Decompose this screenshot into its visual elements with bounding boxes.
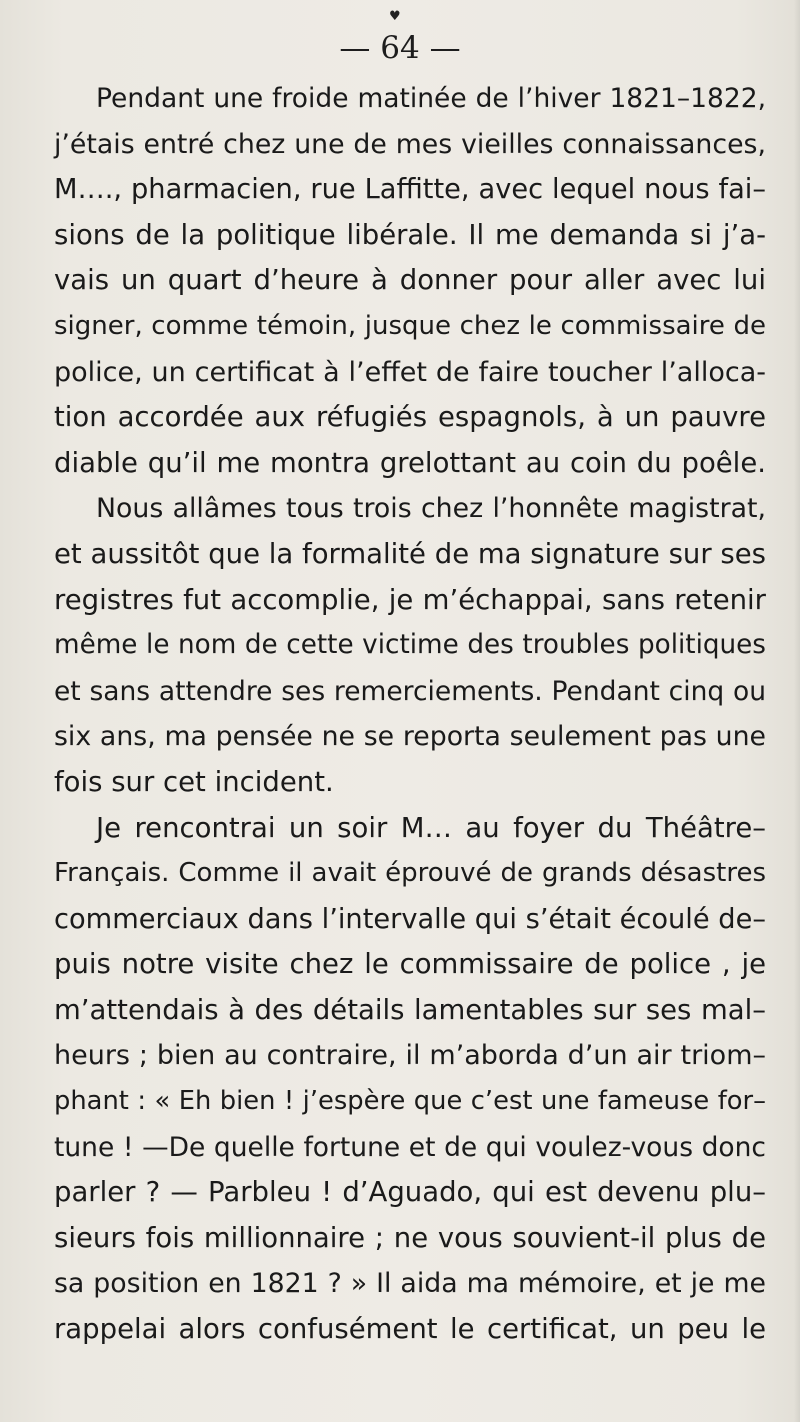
- text-line: Français. Comme il avait éprouvé de grands désastres: [54, 858, 766, 889]
- page-ornament: ♥: [389, 9, 401, 24]
- text-line: tion accordée aux réfugiés espagnols, à un pauvre: [54, 401, 766, 434]
- text-line: commerciaux dans l’intervalle qui s’était écoulé de–: [54, 903, 766, 935]
- text-line: sions de la politique libérale. Il me demanda si j’a-: [54, 218, 766, 251]
- text-line: j’étais entré chez une de mes vieilles connaissances,: [54, 128, 766, 160]
- text-line: puis notre visite chez le commissaire de police , je: [54, 948, 766, 981]
- text-line: police, un certificat à l’effet de faire toucher l’alloca-: [54, 356, 766, 388]
- text-line: registres fut accomplie, je m’échappai, sans retenir: [54, 583, 766, 616]
- text-line: sa position en 1821 ? » Il aida ma mémoire, et je me: [54, 1268, 766, 1300]
- text-line: sieurs fois millionnaire ; ne vous souvient-il plus de: [54, 1221, 766, 1254]
- text-line: diable qu’il me montra grelottant au coin du poêle.: [54, 446, 766, 479]
- page-edge-shadow: [794, 0, 800, 1422]
- body-text: [54, 76, 766, 1353]
- text-line: et sans attendre ses remerciements. Pendant cinq ou: [54, 675, 766, 707]
- text-line: vais un quart d’heure à donner pour aller avec lui: [54, 264, 766, 297]
- text-line: phant : « Eh bien ! j’espère que c’est une fameuse for–: [54, 1086, 766, 1117]
- text-line: tune ! —De quelle fortune et de qui voulez-vous donc: [54, 1131, 766, 1163]
- text-line: Pendant une froide matinée de l’hiver 1821–1822,: [96, 83, 766, 114]
- text-line: M…., pharmacien, rue Laffitte, avec lequel nous fai–: [54, 174, 766, 206]
- text-line: Nous allâmes tous trois chez l’honnête magistrat,: [96, 493, 766, 525]
- text-line: m’attendais à des détails lamentables sur ses mal–: [54, 993, 766, 1026]
- text-line: six ans, ma pensée ne se reporta seulement pas une: [54, 721, 766, 753]
- page-number: — 64 —: [339, 30, 461, 66]
- text-line: même le nom de cette victime des troubles politiques: [54, 630, 766, 661]
- text-line: signer, comme témoin, jusque chez le commissaire de: [54, 310, 766, 341]
- text-line: Je rencontrai un soir M… au foyer du Théâtre–: [96, 811, 766, 844]
- text-line: parler ? — Parbleu ! d’Aguado, qui est devenu plu–: [54, 1176, 766, 1209]
- text-line: rappelai alors confusément le certificat, un peu le: [54, 1313, 766, 1346]
- text-line: et aussitôt que la formalité de ma signature sur ses: [54, 537, 766, 570]
- text-line: heurs ; bien au contraire, il m’aborda d’un air triom–: [54, 1040, 766, 1072]
- text-line: fois sur cet incident.: [54, 765, 334, 798]
